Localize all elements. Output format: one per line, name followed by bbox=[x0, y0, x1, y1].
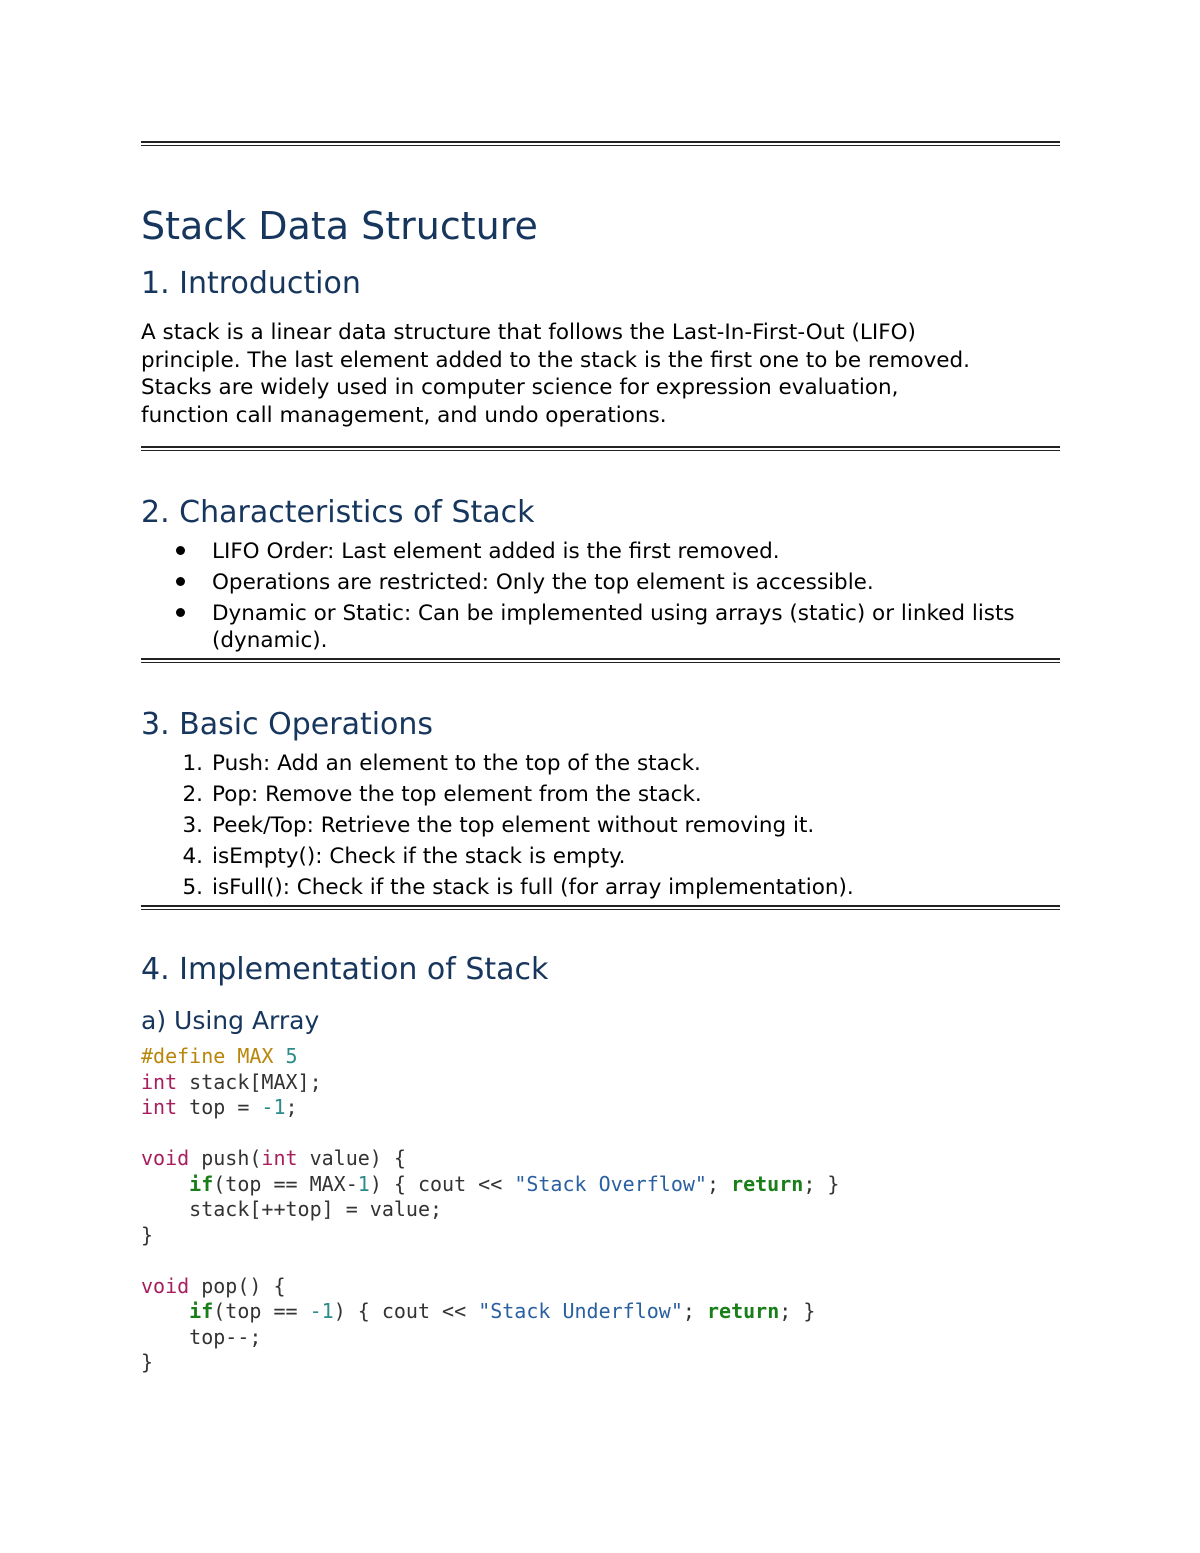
bullet-icon bbox=[176, 608, 185, 617]
list-item: 5. isFull(): Check if the stack is full (for array implementation). bbox=[182, 875, 854, 900]
horizontal-rule bbox=[141, 446, 1060, 451]
horizontal-rule bbox=[141, 141, 1060, 146]
characteristics-list bbox=[141, 538, 1060, 658]
list-item: 4. isEmpty(): Check if the stack is empty. bbox=[182, 844, 626, 869]
subsection-heading-array: a) Using Array bbox=[141, 1006, 320, 1035]
code-block: #define MAX 5 int stack[MAX]; int top = -1; void push(int value) { if(top == MAX-1) { cout << "Stack Overflow"; return; } stack[++top] = value; } void pop() { if(top == -1) { cout << "Stack Underflow"; return; } top--; } bbox=[141, 1044, 840, 1374]
page-title: Stack Data Structure bbox=[141, 204, 538, 248]
list-item: Operations are restricted: Only the top element is accessible. bbox=[141, 569, 1060, 596]
list-item: Dynamic or Static: Can be implemented using arrays (static) or linked lists (dynamic). bbox=[141, 600, 1060, 654]
section-heading-introduction: 1. Introduction bbox=[141, 266, 361, 301]
section-heading-operations: 3. Basic Operations bbox=[141, 707, 434, 742]
operations-list bbox=[141, 750, 1060, 905]
horizontal-rule bbox=[141, 658, 1060, 663]
introduction-line: function call management, and undo operations. bbox=[141, 402, 667, 428]
introduction-line: principle. The last element added to the stack is the first one to be removed. bbox=[141, 347, 971, 373]
bullet-icon bbox=[176, 546, 185, 555]
introduction-line: Stacks are widely used in computer science for expression evaluation, bbox=[141, 375, 899, 400]
bullet-icon bbox=[176, 577, 185, 586]
section-heading-characteristics: 2. Characteristics of Stack bbox=[141, 495, 535, 530]
introduction-line: A stack is a linear data structure that follows the Last-In-First-Out (LIFO) bbox=[141, 320, 916, 345]
list-item: 1. Push: Add an element to the top of the stack. bbox=[182, 751, 701, 776]
list-item: 3. Peek/Top: Retrieve the top element without removing it. bbox=[182, 813, 815, 838]
horizontal-rule bbox=[141, 905, 1060, 910]
list-item: 2. Pop: Remove the top element from the stack. bbox=[182, 782, 702, 807]
list-item: LIFO Order: Last element added is the first removed. bbox=[141, 538, 1060, 565]
introduction-paragraph bbox=[141, 319, 1060, 429]
section-heading-implementation: 4. Implementation of Stack bbox=[141, 952, 549, 987]
